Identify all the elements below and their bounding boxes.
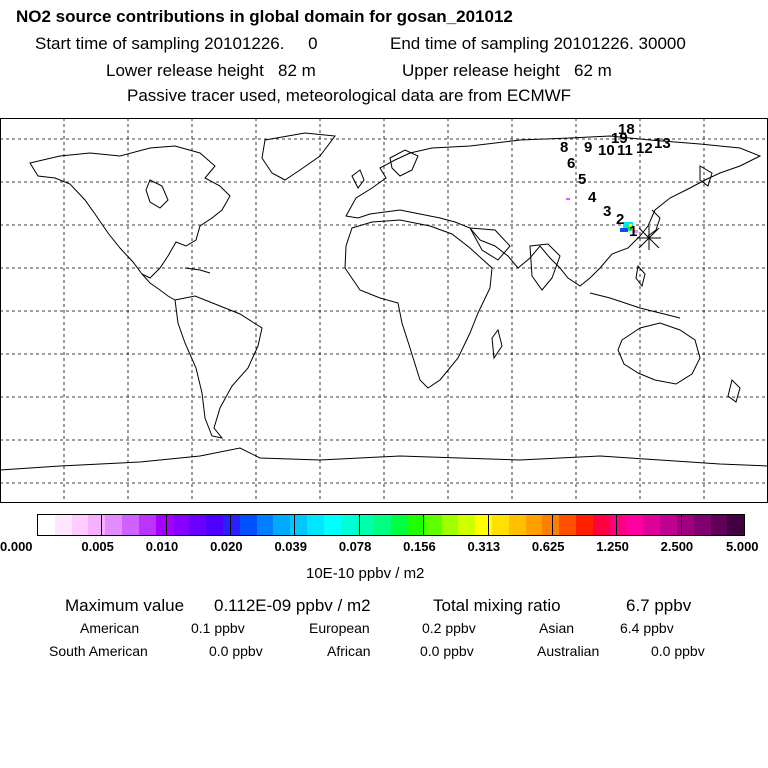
- color-scale-bar: [37, 514, 745, 536]
- color-scale-cell: [610, 515, 627, 535]
- color-scale-tick: 0.039: [274, 539, 307, 554]
- color-scale-cell: [559, 515, 576, 535]
- trajectory-label-10: 10: [598, 142, 615, 159]
- color-scale-cell: [593, 515, 610, 535]
- trajectory-label-1: 1: [629, 223, 638, 240]
- color-scale-cell: [257, 515, 274, 535]
- color-scale-tick: 0.010: [145, 539, 179, 554]
- color-scale-cell: [626, 515, 643, 535]
- color-scale-cell: [425, 515, 442, 535]
- color-scale-cell: [408, 515, 425, 535]
- color-scale-cell: [492, 515, 509, 535]
- total-mixing-label: Total mixing ratio: [433, 596, 561, 615]
- color-scale-cell: [357, 515, 374, 535]
- world-map: [0, 118, 768, 504]
- color-scale-tick: 0.313: [467, 539, 501, 554]
- region-value-south-american: 0.0 ppbv: [209, 643, 263, 659]
- end-time-text: End time of sampling 20101226. 30000: [390, 34, 686, 53]
- color-scale-cell: [341, 515, 358, 535]
- region-name-asian: Asian: [539, 620, 575, 636]
- color-scale-cell: [509, 515, 526, 535]
- region-value-european: 0.2 ppbv: [422, 620, 476, 636]
- color-scale-cell: [576, 515, 593, 535]
- color-scale-tick: 2.500: [660, 539, 694, 554]
- color-scale-tick: 0.625: [531, 539, 565, 554]
- color-scale-cell: [105, 515, 122, 535]
- region-value-american: 0.1 ppbv: [191, 620, 245, 636]
- color-scale-separator: [423, 514, 424, 536]
- trajectory-label-8: 8: [560, 139, 569, 156]
- color-scale-separator: [681, 514, 682, 536]
- color-scale-cell: [88, 515, 105, 535]
- trajectory-label-19: 19: [611, 130, 628, 147]
- receptor-star: [637, 226, 661, 250]
- color-scale-separator: [616, 514, 617, 536]
- trajectory-label-5: 5: [578, 171, 587, 188]
- color-scale-separator: [101, 514, 102, 536]
- color-scale-cell: [223, 515, 240, 535]
- color-scale-tick: 0.020: [210, 539, 243, 554]
- color-scale-cell: [307, 515, 324, 535]
- lower-release-text: Lower release height 82 m: [106, 61, 316, 80]
- max-value-label: Maximum value: [65, 596, 185, 615]
- color-scale-separator: [294, 514, 295, 536]
- trajectory-label-3: 3: [603, 203, 612, 220]
- color-scale-cell: [643, 515, 660, 535]
- color-scale-separator: [488, 514, 489, 536]
- trajectory-label-18: 18: [618, 121, 635, 138]
- color-scale-cell: [290, 515, 307, 535]
- trajectory-label-6: 6: [567, 155, 576, 172]
- color-scale-tick: 1.250: [596, 539, 629, 554]
- color-scale-unit: 10E-10 ppbv / m2: [306, 565, 425, 582]
- color-scale-tick: 5.000: [726, 539, 759, 554]
- color-scale-cell: [139, 515, 156, 535]
- color-scale-cell: [694, 515, 711, 535]
- color-scale-cell: [442, 515, 459, 535]
- color-scale-cell: [189, 515, 206, 535]
- color-scale-tick: 0.078: [338, 539, 372, 554]
- color-scale-cell: [374, 515, 391, 535]
- color-scale-cell: [206, 515, 223, 535]
- color-scale-separator: [230, 514, 231, 536]
- trajectory-label-2: 2: [616, 211, 625, 228]
- region-name-american: American: [80, 620, 140, 636]
- color-scale-separator: [166, 514, 167, 536]
- color-scale-separator: [359, 514, 360, 536]
- trajectory-label-4: 4: [588, 189, 597, 206]
- color-scale-cell: [526, 515, 543, 535]
- color-scale-cell: [727, 515, 744, 535]
- color-scale-cell: [122, 515, 139, 535]
- color-scale-cell: [475, 515, 492, 535]
- color-scale-cell: [391, 515, 408, 535]
- color-scale-cell: [38, 515, 55, 535]
- color-scale-tick: 0.156: [403, 539, 436, 554]
- trajectory-label-12: 12: [636, 140, 653, 157]
- color-scale-cell: [72, 515, 89, 535]
- color-scale-cell: [240, 515, 257, 535]
- color-scale-cell: [677, 515, 694, 535]
- color-scale-cell: [711, 515, 728, 535]
- color-scale-separator: [552, 514, 553, 536]
- total-mixing-value: 6.7 ppbv: [626, 596, 692, 615]
- region-name-south-american: South American: [49, 643, 148, 659]
- max-value: 0.112E-09 ppbv / m2: [214, 596, 371, 615]
- trajectory-label-13: 13: [654, 135, 671, 152]
- region-name-european: European: [309, 620, 370, 636]
- chart-title: NO2 source contributions in global domain for gosan_201012: [16, 7, 513, 26]
- color-scale-tick: 0.000: [0, 539, 33, 554]
- region-value-australian: 0.0 ppbv: [651, 643, 705, 659]
- trajectory-label-11: 11: [617, 142, 633, 159]
- color-scale-cell: [458, 515, 475, 535]
- color-scale-cell: [542, 515, 559, 535]
- trajectory-label-9: 9: [584, 139, 593, 156]
- color-scale-cell: [324, 515, 341, 535]
- color-scale-cell: [173, 515, 190, 535]
- region-value-asian: 6.4 ppbv: [620, 620, 674, 636]
- color-scale-cell: [156, 515, 173, 535]
- color-scale-tick: 0.005: [81, 539, 114, 554]
- start-time-text: Start time of sampling 20101226. 0: [35, 34, 318, 53]
- region-name-australian: Australian: [537, 643, 600, 659]
- tracer-note: Passive tracer used, meteorological data are from ECMWF: [127, 86, 572, 105]
- color-scale-cell: [55, 515, 72, 535]
- upper-release-text: Upper release height 62 m: [402, 61, 612, 80]
- color-scale-cell: [273, 515, 290, 535]
- color-scale-cell: [660, 515, 677, 535]
- region-name-african: African: [327, 643, 371, 659]
- region-value-african: 0.0 ppbv: [420, 643, 474, 659]
